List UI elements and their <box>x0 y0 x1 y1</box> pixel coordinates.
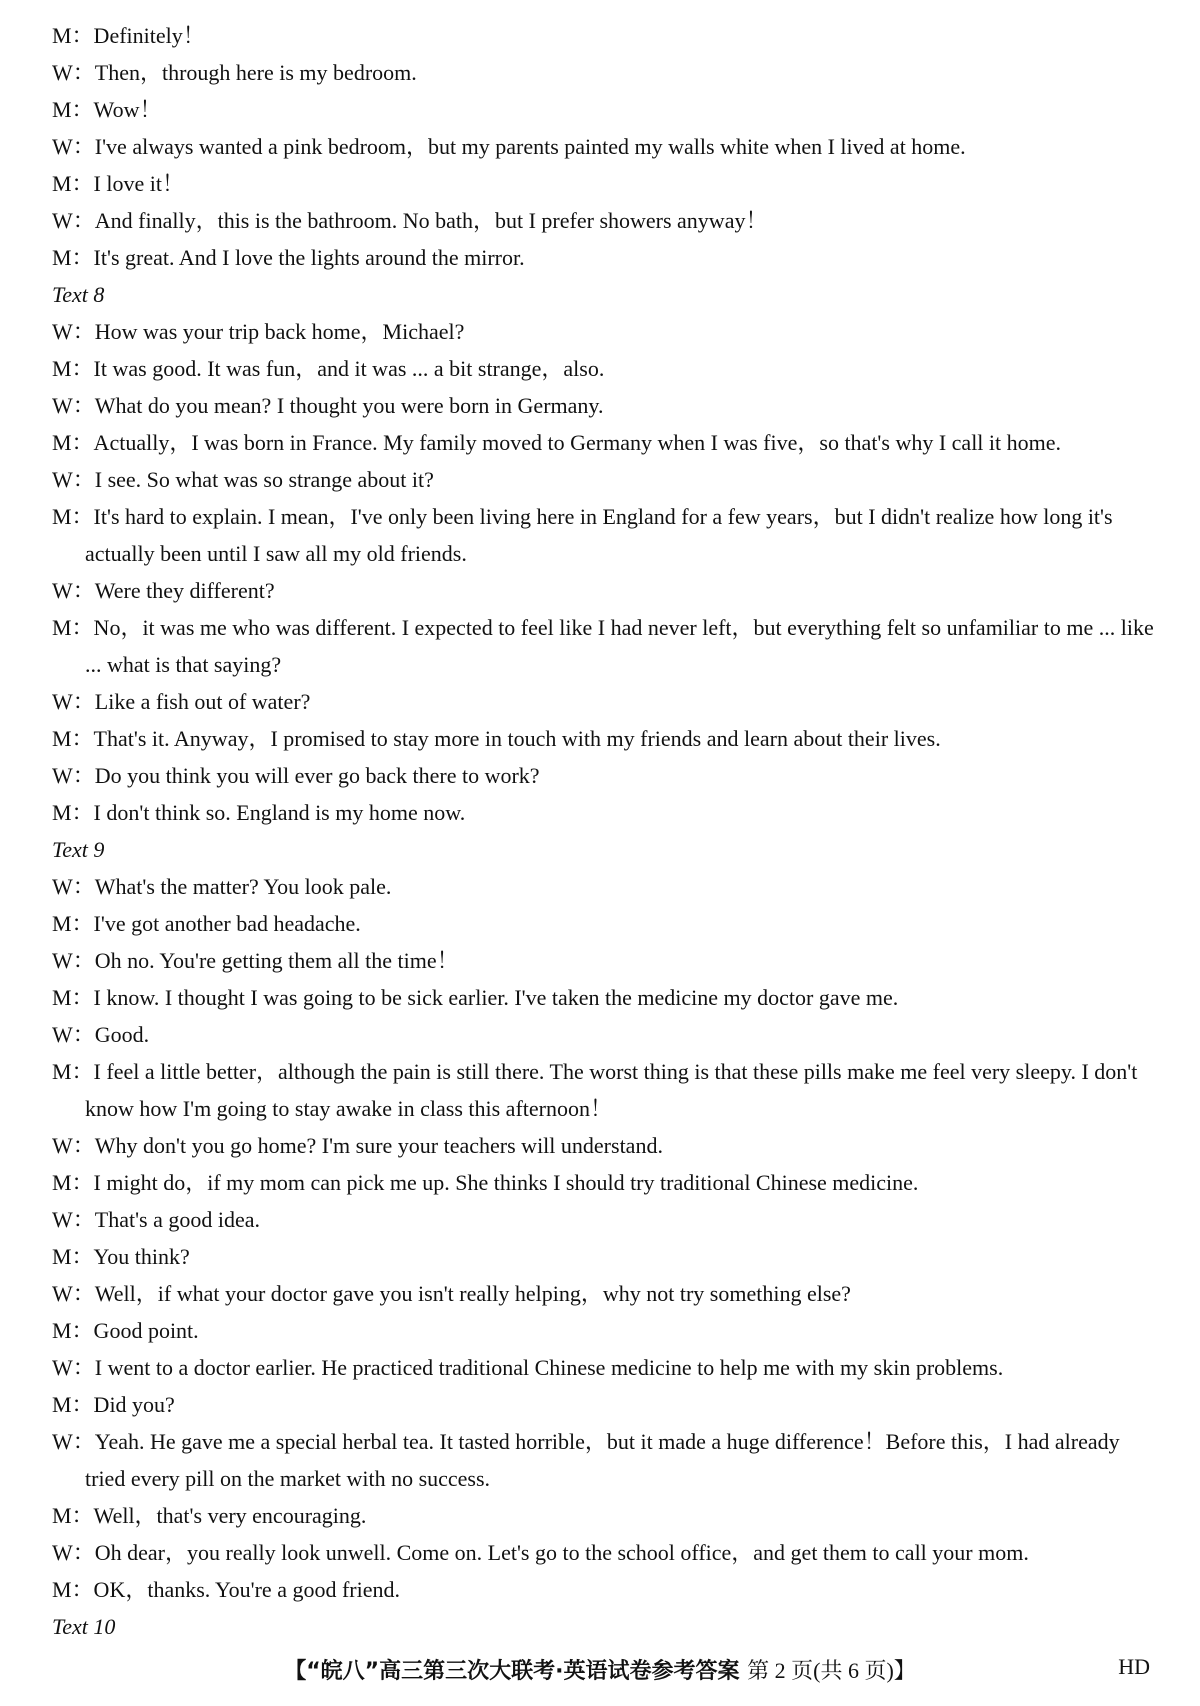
dialogue-line: W：That's a good idea. <box>52 1207 261 1232</box>
dialogue-line: W：Well，if what your doctor gave you isn't really helping，why not try something else? <box>52 1281 851 1306</box>
dialogue-line: W：Oh no. You're getting them all the time！ <box>52 948 459 973</box>
dialogue-line: W：What's the matter? You look pale. <box>52 874 392 899</box>
footer-title: 【“皖八”高三第三次大联考·英语试卷参考答案 <box>284 1659 740 1684</box>
dialogue-line: M：Wow！ <box>52 97 162 122</box>
dialogue-line: W：Then，through here is my bedroom. <box>52 60 417 85</box>
footer-code: HD <box>1118 1654 1150 1679</box>
dialogue-line: W：I've always wanted a pink bedroom，but my parents painted my walls white when I lived at home. <box>52 134 966 159</box>
dialogue-line: M：Good point. <box>52 1318 199 1343</box>
dialogue-line: W：I see. So what was so strange about it? <box>52 467 434 492</box>
dialogue-line: M：I've got another bad headache. <box>52 911 361 936</box>
dialogue-line: M：That's it. Anyway，I promised to stay more in touch with my friends and learn about their lives. <box>52 726 941 751</box>
transcript <box>52 17 1162 1645</box>
section-heading: Text 8 <box>52 282 105 307</box>
dialogue-line: W：And finally，this is the bathroom. No bath，but I prefer showers anyway！ <box>52 208 768 233</box>
dialogue-line: M：You think? <box>52 1244 190 1269</box>
dialogue-line: M：Well，that's very encouraging. <box>52 1503 367 1528</box>
dialogue-line: W：I went to a doctor earlier. He practiced traditional Chinese medicine to help me with my skin problems. <box>52 1355 1004 1380</box>
dialogue-line: M：I feel a little better，although the pain is still there. The worst thing is that these pills make me feel very sleepy. I don't know how I'm going to stay awake in class this afternoon！ <box>52 1059 1138 1121</box>
dialogue-line: W：Oh dear，you really look unwell. Come on. Let's go to the school office，and get them to call your mom. <box>52 1540 1029 1565</box>
dialogue-line: M：I love it！ <box>52 171 184 196</box>
dialogue-line: M：Did you? <box>52 1392 175 1417</box>
dialogue-line: W：Like a fish out of water? <box>52 689 311 714</box>
dialogue-line: M：No，it was me who was different. I expected to feel like I had never left，but everything felt so unfamiliar to me ... like ... what is that saying? <box>52 615 1154 677</box>
dialogue-line: M：OK，thanks. You're a good friend. <box>52 1577 400 1602</box>
dialogue-line: M：I don't think so. England is my home now. <box>52 800 466 825</box>
dialogue-line: W：Yeah. He gave me a special herbal tea. It tasted horrible，but it made a huge difference！Before this，I had already tried every pill on the market with no success. <box>52 1429 1120 1491</box>
dialogue-line: M：I might do，if my mom can pick me up. She thinks I should try traditional Chinese medicine. <box>52 1170 919 1195</box>
dialogue-line: M：It was good. It was fun，and it was ... a bit strange，also. <box>52 356 605 381</box>
dialogue-line: W：Why don't you go home? I'm sure your teachers will understand. <box>52 1133 663 1158</box>
dialogue-line: M：I know. I thought I was going to be sick earlier. I've taken the medicine my doctor gave me. <box>52 985 899 1010</box>
page-footer <box>0 1654 1200 1685</box>
dialogue-line: W：Do you think you will ever go back there to work? <box>52 763 540 788</box>
section-heading: Text 9 <box>52 837 105 862</box>
dialogue-line: M：Definitely！ <box>52 23 205 48</box>
section-heading: Text 10 <box>52 1614 116 1639</box>
dialogue-line: W：What do you mean? I thought you were born in Germany. <box>52 393 604 418</box>
dialogue-line: W：Good. <box>52 1022 150 1047</box>
footer-page-number: 第 2 页(共 6 页)】 <box>747 1658 916 1683</box>
dialogue-line: W：How was your trip back home，Michael? <box>52 319 465 344</box>
dialogue-line: M：Actually，I was born in France. My family moved to Germany when I was five，so that's why I call it home. <box>52 430 1062 455</box>
dialogue-line: W：Were they different? <box>52 578 275 603</box>
dialogue-line: M：It's hard to explain. I mean，I've only been living here in England for a few years，but I didn't realize how long it's actually been until I saw all my old friends. <box>52 504 1113 566</box>
dialogue-line: M：It's great. And I love the lights around the mirror. <box>52 245 525 270</box>
